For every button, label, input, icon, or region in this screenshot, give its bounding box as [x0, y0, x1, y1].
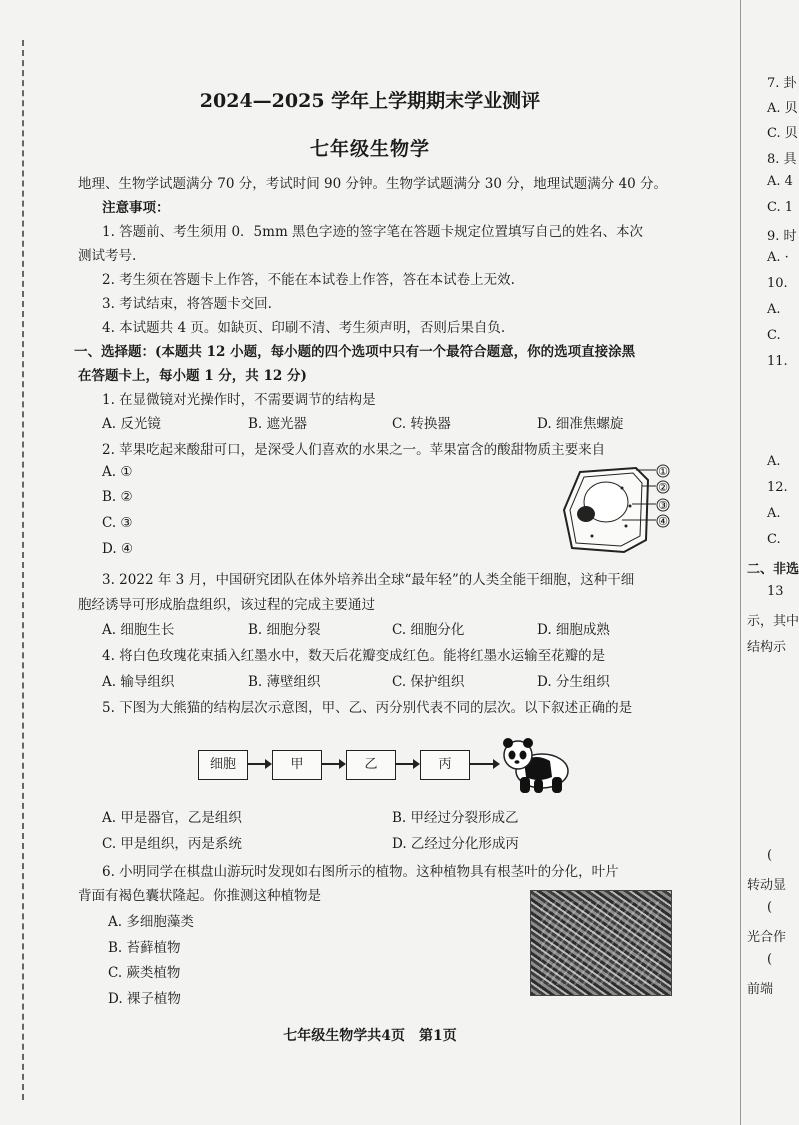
q6-option-a: A. 多细胞藻类: [108, 914, 194, 930]
right-fragment: A.: [767, 454, 781, 469]
right-fragment: 二、非选: [747, 562, 799, 577]
flow-box-yi: 乙: [346, 750, 396, 780]
right-fragment: 10.: [767, 276, 788, 291]
q2-option-b: B. ②: [102, 489, 133, 505]
section1-heading: 在答题卡上，每小题 1 分，共 12 分): [78, 368, 307, 384]
notice-item: 2. 考生须在答题卡上作答，不能在本试卷上作答，答在本试卷上无效.: [102, 272, 515, 288]
right-fragment: 8. 具: [767, 152, 797, 167]
q1-option-a: A. 反光镜: [102, 416, 161, 432]
q6-stem: 背面有褐色囊状隆起。你推测这种植物是: [78, 888, 321, 904]
q1-option-b: B. 遮光器: [248, 416, 308, 432]
flow-arrow: [248, 763, 270, 765]
q5-option-a: A. 甲是器官，乙是组织: [102, 810, 242, 826]
right-column-clipped: [740, 0, 799, 1125]
q6-stem: 6. 小明同学在棋盘山游玩时发现如右图所示的植物。这种植物具有根茎叶的分化，叶片: [102, 864, 619, 880]
q5-option-b: B. 甲经过分裂形成乙: [392, 810, 519, 826]
q4-option-b: B. 薄壁组织: [248, 674, 321, 690]
subject-title: 七年级生物学: [309, 138, 430, 160]
q6-option-c: C. 蕨类植物: [108, 965, 181, 981]
cell-label-1: ①: [658, 465, 668, 478]
q3-option-c: C. 细胞分化: [392, 622, 465, 638]
right-fragment: C.: [767, 532, 781, 547]
right-fragment: C.: [767, 328, 781, 343]
q6-option-b: B. 苔藓植物: [108, 940, 181, 956]
fern-photo: [530, 890, 672, 996]
right-fragment: 11.: [767, 354, 788, 369]
q2-option-d: D. ④: [102, 541, 134, 557]
q4-stem: 4. 将白色玫瑰花束插入红墨水中，数天后花瓣变成红色。能将红墨水运输至花瓣的是: [102, 648, 606, 664]
q3-option-b: B. 细胞分裂: [248, 622, 321, 638]
q5-option-c: C. 甲是组织，丙是系统: [102, 836, 242, 852]
right-fragment: A.: [767, 506, 781, 521]
plant-cell-diagram: [562, 466, 684, 554]
flow-box-cell: 细胞: [198, 750, 248, 780]
q4-option-a: A. 输导组织: [102, 674, 175, 690]
right-fragment: A. ·: [767, 250, 789, 265]
flow-arrow: [322, 763, 344, 765]
page-footer: 七年级生物学共4页 第1页: [283, 1028, 457, 1044]
right-fragment: A.: [767, 302, 781, 317]
panda-illustration: [502, 733, 574, 797]
binding-dashed-line: [22, 40, 24, 1100]
flow-arrow: [470, 763, 498, 765]
q3-option-a: A. 细胞生长: [102, 622, 175, 638]
q1-stem: 1. 在显微镜对光操作时，不需要调节的结构是: [102, 392, 376, 408]
q2-stem: 2. 苹果吃起来酸甜可口，是深受人们喜欢的水果之一。苹果富含的酸甜物质主要来自: [102, 442, 606, 458]
q4-option-c: C. 保护组织: [392, 674, 465, 690]
right-fragment: 12.: [767, 480, 788, 495]
right-fragment: 示，其中: [747, 614, 799, 629]
right-fragment: 9. 时: [767, 229, 797, 244]
right-fragment: 光合作: [747, 930, 787, 945]
flow-box-jia: 甲: [272, 750, 322, 780]
q6-option-d: D. 裸子植物: [108, 991, 181, 1007]
flow-box-bing: 丙: [420, 750, 470, 780]
q2-option-a: A. ①: [102, 464, 133, 480]
notice-item: 4. 本试题共 4 页。如缺页、印刷不清、考生须声明，否则后果自负.: [102, 320, 506, 336]
q5-option-d: D. 乙经过分化形成丙: [392, 836, 519, 852]
notice-item: 测试考号.: [78, 248, 137, 264]
right-fragment: 前端: [747, 982, 774, 997]
right-fragment: (: [767, 848, 773, 863]
section1-heading: 一、选择题：(本题共 12 小题，每小题的四个选项中只有一个最符合题意，你的选项直接涂黑: [74, 344, 636, 360]
q4-option-d: D. 分生组织: [537, 674, 610, 690]
right-fragment: 结构示: [747, 640, 787, 655]
notice-heading: 注意事项：: [102, 200, 170, 216]
q5-stem: 5. 下图为大熊猫的结构层次示意图，甲、乙、丙分别代表不同的层次。以下叙述正确的是: [102, 700, 633, 716]
right-fragment: 13: [767, 584, 784, 599]
right-fragment: (: [767, 900, 773, 915]
flow-arrow: [396, 763, 418, 765]
q1-option-d: D. 细准焦螺旋: [537, 416, 624, 432]
right-fragment: C. 贝: [767, 126, 798, 141]
q2-option-c: C. ③: [102, 515, 133, 531]
q3-stem: 3. 2022 年 3 月，中国研究团队在体外培养出全球“最年轻”的人类全能干细胞，这种干细: [102, 572, 635, 588]
exam-title: 2024—2025 学年上学期期末学业测评: [199, 90, 541, 112]
q1-option-c: C. 转换器: [392, 416, 451, 432]
right-fragment: 转动显: [747, 878, 787, 893]
q3-option-d: D. 细胞成熟: [537, 622, 610, 638]
right-fragment: A. 贝: [767, 101, 798, 116]
notice-item: 3. 考试结束，将答题卡交回.: [102, 296, 272, 312]
cell-label-4: ④: [658, 515, 668, 528]
cell-label-3: ③: [658, 499, 668, 512]
cell-label-2: ②: [658, 481, 668, 494]
right-fragment: A. 4: [767, 174, 793, 189]
right-fragment: 7. 卦: [767, 76, 797, 91]
right-fragment: C. 1: [767, 200, 794, 215]
right-fragment: (: [767, 952, 773, 967]
notice-item: 1. 答题前、考生须用 0．5mm 黑色字迹的签字笔在答题卡规定位置填写自己的姓名、本次: [102, 224, 644, 240]
intro-text: 地理、生物学试题满分 70 分，考试时间 90 分钟。生物学试题满分 30 分，地理试题满分 40 分。: [78, 176, 668, 192]
q3-stem: 胞经诱导可形成胎盘组织，该过程的完成主要通过: [78, 597, 375, 613]
